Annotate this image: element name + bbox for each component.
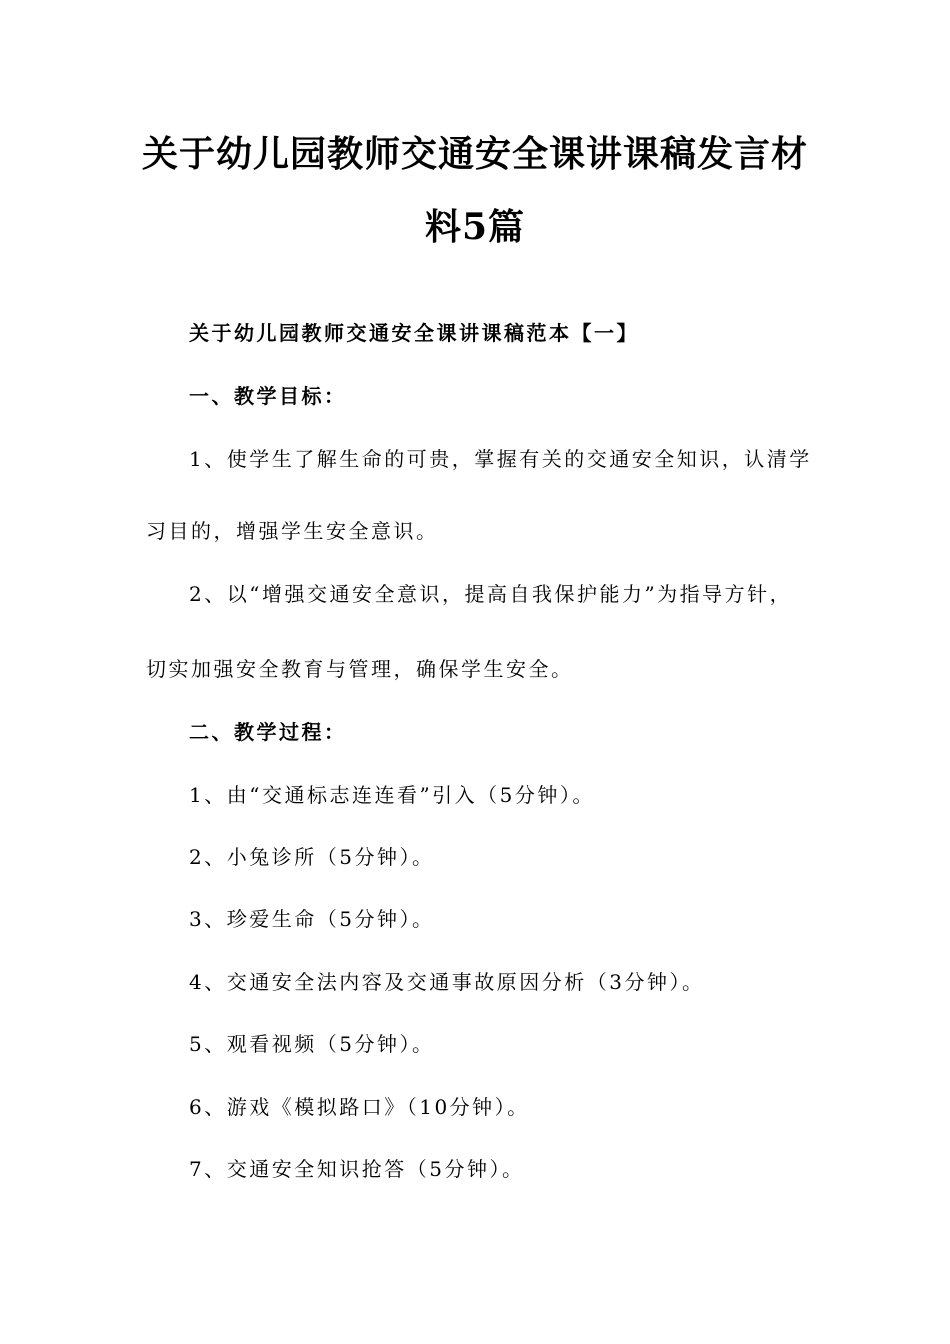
process-step: 6、游戏《模拟路口》（10分钟）。: [189, 1095, 530, 1119]
objective-2-line-2: 切实加强安全教育与管理，确保学生安全。: [146, 657, 574, 681]
document-title-line-1: 关于幼儿园教师交通安全课讲课稿发言材: [141, 133, 808, 175]
document-title-line-2: 料5篇: [424, 206, 526, 248]
process-step: 4、交通安全法内容及交通事故原因分析（3分钟）。: [189, 970, 705, 994]
process-step: 2、小兔诊所（5分钟）。: [189, 845, 435, 869]
process-step: 1、由“交通标志连连看”引入（5分钟）。: [189, 783, 595, 807]
process-step: 5、观看视频（5分钟）。: [189, 1032, 435, 1056]
process-heading: 二、教学过程：: [189, 720, 347, 744]
objective-1-line-2: 习目的，增强学生安全意识。: [146, 519, 439, 543]
objective-2-line-1: 2、以“增强交通安全意识，提高自我保护能力”为指导方针，: [189, 582, 793, 606]
process-step: 7、交通安全知识抢答（5分钟）。: [189, 1157, 525, 1181]
objectives-heading: 一、教学目标：: [189, 384, 347, 408]
objective-1-line-1: 1、使学生了解生命的可贵，掌握有关的交通安全知识，认清学: [189, 447, 812, 471]
section-heading: 关于幼儿园教师交通安全课讲课稿范本【一】: [189, 321, 639, 345]
process-step: 3、珍爱生命（5分钟）。: [189, 907, 435, 931]
